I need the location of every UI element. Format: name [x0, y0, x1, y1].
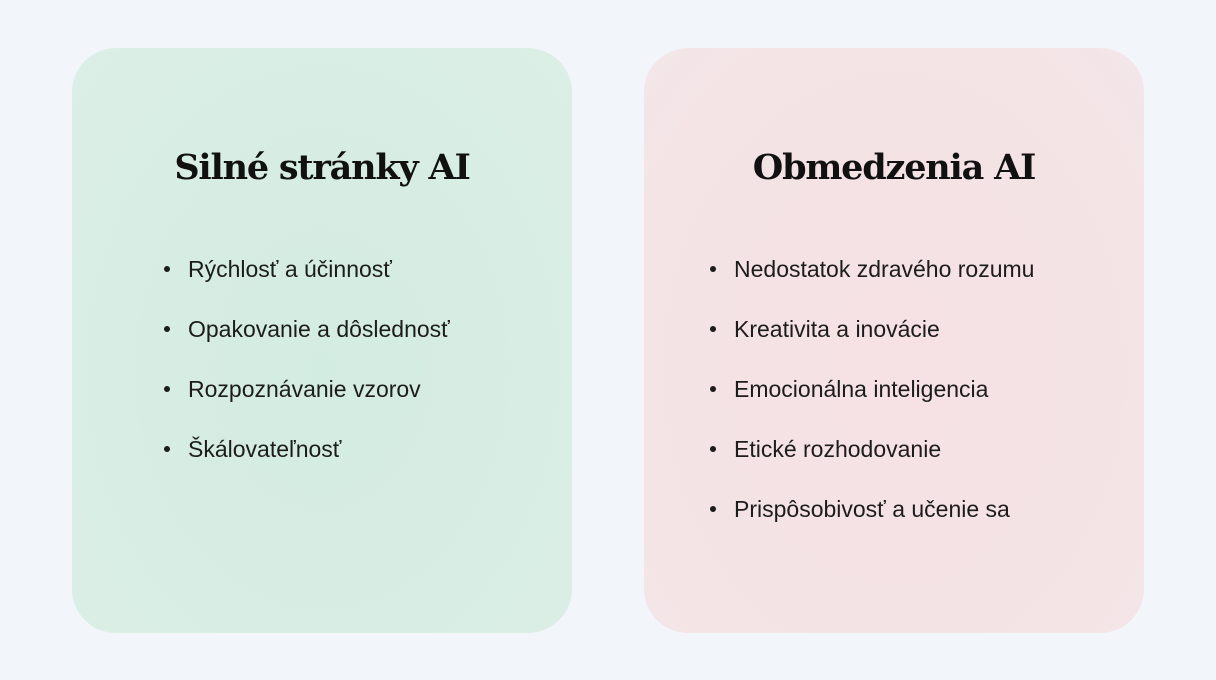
strengths-card [72, 48, 572, 633]
list-item-label: Rýchlosť a účinnosť [188, 256, 392, 282]
list-item-label: Kreativita a inovácie [734, 316, 940, 342]
bullet-icon [164, 266, 170, 272]
list-item-label: Etické rozhodovanie [734, 436, 942, 462]
limitations-list [710, 248, 1034, 548]
bullet-icon [710, 266, 716, 272]
strengths-list [164, 248, 450, 488]
bullet-icon [710, 386, 716, 392]
list-item [164, 248, 450, 308]
list-item [710, 428, 1034, 488]
bullet-icon [710, 326, 716, 332]
strengths-title: Silné stránky AI [174, 147, 470, 188]
bullet-icon [164, 386, 170, 392]
list-item-label: Emocionálna inteligencia [734, 376, 989, 402]
list-item [710, 368, 1034, 428]
list-item [710, 488, 1034, 548]
limitations-title: Obmedzenia AI [752, 147, 1036, 188]
bullet-icon [164, 326, 170, 332]
list-item-label: Škálovateľnosť [188, 436, 342, 462]
list-item-label: Prispôsobivosť a učenie sa [734, 496, 1010, 522]
bullet-icon [710, 446, 716, 452]
list-item-label: Opakovanie a dôslednosť [188, 316, 450, 342]
list-item [710, 248, 1034, 308]
list-item [164, 428, 450, 488]
limitations-card [644, 48, 1144, 633]
list-item-label: Nedostatok zdravého rozumu [734, 256, 1035, 282]
list-item [710, 308, 1034, 368]
bullet-icon [164, 446, 170, 452]
list-item [164, 308, 450, 368]
bullet-icon [710, 506, 716, 512]
list-item-label: Rozpoznávanie vzorov [188, 376, 421, 402]
list-item [164, 368, 450, 428]
